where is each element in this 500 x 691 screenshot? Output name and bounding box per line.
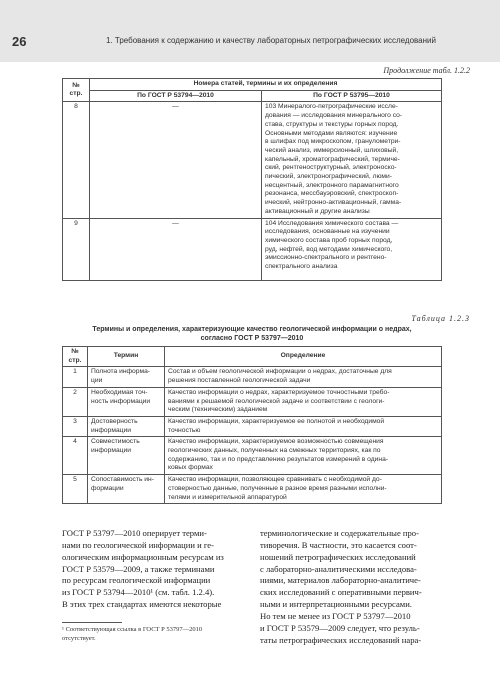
row-term: Необходимая точ- ность информации (88, 387, 165, 416)
header-term: Термин (88, 347, 165, 367)
running-head: 1. Требования к содержанию и качеству лабораторных петрографических исследований (106, 36, 436, 45)
row-num: 8 (63, 102, 90, 218)
row-num: 5 (63, 475, 88, 504)
body-text-right: терминологические и содержательные про- тиворечия. В частности, это касается соот- ношений петрографических исследований с лабораторно-аналитическими исследова- ниями, материалов лабораторно-аналитиче- ских исследований с оперативными первич- ными и интерпретационными ресурсами. Но тем не менее из ГОСТ Р 53797—2010 и ГОСТ Р 53579—2009 следует, что резуль- таты петрографических исследований нара- (260, 528, 422, 645)
row-col2: 103 Минералого-петрографические иссле- дования — исследования минерального со- става, структуры и текстуры горных пород. Основными методами являются: изучение в шлифах под микроскопом, гранулометри- ческий анализ, иммерсионный, шлиховый, капельный, хроматографический, термиче- ский, рентгеноструктурный, электроноско- пический, электронографический, люми- несцентный, электронного парамагнитного резонанса, мессбауэровский, спектроскоп- ический, нейтронно-активационный, гамма- активационный и другие анализы (262, 102, 442, 218)
header-num: № стр. (63, 347, 88, 367)
row-col1: — (90, 218, 262, 280)
row-num: 9 (63, 218, 90, 280)
row-definition: Качество информации о недрах, характеризуемое точностными требо- ваниями к решаемой геологической задаче и соответствии с геологи- ческим (техническим) заданием (165, 387, 442, 416)
terms-table-continued (62, 78, 442, 281)
row-term: Совместимость информации (88, 437, 165, 475)
row-term: Полнота информа- ции (88, 367, 165, 387)
row-definition: Качество информации, характеризуемое возможностью совмещения геологических данных, полученных на смежных территориях, как по содержанию, так и по представлению результатов измерений в одина- ковых формах (165, 437, 442, 475)
quality-terms-table (62, 346, 442, 504)
table-row (63, 367, 442, 387)
row-num: 2 (63, 387, 88, 416)
row-definition: Качество информации, позволяющее сравнивать с необходимой до- стоверностью данные, полученные в разное время разными исполни- телями и измерительной аппаратурой (165, 475, 442, 504)
row-term: Сопоставимость ин- формации (88, 475, 165, 504)
row-definition: Качество информации, характеризуемое ее полнотой и необходимой точностью (165, 416, 442, 436)
footnote: ¹ Соответствующая ссылка в ГОСТ Р 53797—2010 отсутствует. (62, 626, 203, 642)
body-text-left: ГОСТ Р 53797—2010 оперирует терми- нами по геологической информации и ге- ологическим информационным ресурсам из ГОСТ Р 53579—2009, а также терминами по ресурсам геологической информации из ГОСТ Р 53794—2010¹ (см. табл. 1.2.4). В этих трех стандартах имеются некоторые (62, 528, 224, 610)
continuation-label: Продолжение табл. 1.2.2 (383, 66, 470, 75)
footnote-rule (62, 622, 122, 623)
header-col2: По ГОСТ Р 53795—2010 (262, 90, 442, 102)
header-band (0, 0, 500, 62)
row-col2: 104 Исследования химического состава — исследования, основанные на изучении химического состава проб горных пород, руд, нефтей, вод методами химического, эмиссионно-спектрального и рентгено- спектрального анализа (262, 218, 442, 280)
table-row (63, 387, 442, 416)
row-col1: — (90, 102, 262, 218)
table-caption: Термины и определения, характеризующие качество геологической информации о недрах, согласно ГОСТ Р 53797—2010 (92, 326, 412, 343)
header-group: Номера статей, термины и их определения (90, 79, 442, 91)
row-definition: Состав и объем геологической информации о недрах, достаточные для решения поставленной геологической задачи (165, 367, 442, 387)
row-num: 4 (63, 437, 88, 475)
page-number: 26 (12, 34, 27, 49)
header-definition: Определение (165, 347, 442, 367)
row-num: 1 (63, 367, 88, 387)
table-label: Таблица 1.2.3 (411, 314, 470, 323)
header-col1: По ГОСТ Р 53794—2010 (90, 90, 262, 102)
row-num: 3 (63, 416, 88, 436)
table-row (63, 437, 442, 475)
header-num: № стр. (63, 79, 90, 102)
table-row (63, 416, 442, 436)
row-term: Достоверность информации (88, 416, 165, 436)
table-row (63, 218, 442, 280)
table-row (63, 102, 442, 218)
table-row (63, 475, 442, 504)
